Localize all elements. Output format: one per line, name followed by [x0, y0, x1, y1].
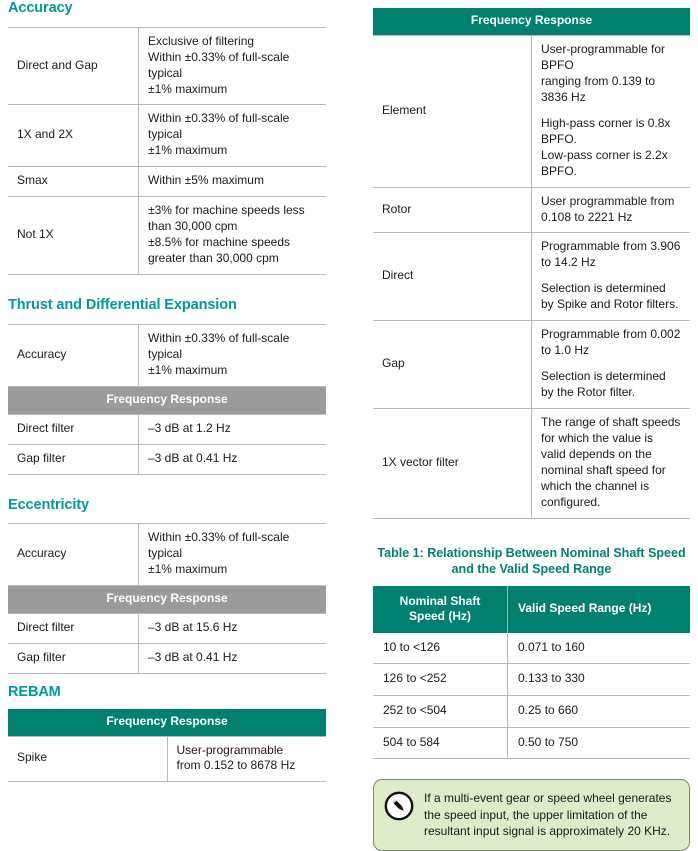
- row-value-paragraph: Selection is determined by the Rotor filter.: [541, 369, 666, 400]
- row-key: Direct filter: [8, 414, 139, 444]
- table-1-caption: Table 1: Relationship Between Nominal Shaft Speed and the Valid Speed Range: [377, 545, 686, 576]
- table-row: [8, 324, 326, 386]
- table-row: [373, 233, 690, 321]
- row-value-paragraph: Within ±5% maximum: [148, 173, 264, 188]
- table-row: [373, 35, 690, 187]
- column-header-valid-speed-range: Valid Speed Range (Hz): [508, 586, 691, 633]
- row-key: Accuracy: [8, 524, 139, 586]
- spacer: [373, 0, 690, 8]
- row-value: [532, 233, 691, 321]
- band-label: Frequency Response: [8, 709, 326, 736]
- cell-nominal-shaft-speed: 504 to 584: [373, 727, 508, 759]
- row-value: –3 dB at 15.6 Hz: [139, 613, 327, 643]
- spacer: [373, 519, 690, 545]
- row-key: Gap filter: [8, 444, 139, 474]
- eccentricity-table: [8, 523, 326, 674]
- table-row: [373, 696, 690, 728]
- spacer: [8, 275, 326, 297]
- row-value: [139, 167, 327, 197]
- row-value: [167, 736, 326, 782]
- pencil-note-icon: [384, 791, 414, 821]
- row-value: [139, 524, 327, 586]
- table-band-header: [8, 586, 326, 614]
- section-heading-rebam: REBAM: [8, 683, 61, 700]
- row-value-paragraph: ±3% for machine speeds less than 30,000 cpm ±8.5% for machine speeds greater than 30,000 cpm: [148, 203, 305, 266]
- left-column: [8, 0, 326, 782]
- table-row: [8, 444, 326, 474]
- row-key: 1X and 2X: [8, 105, 139, 167]
- right-column: [373, 0, 690, 851]
- table-row: [373, 664, 690, 696]
- row-value-paragraph: Programmable from 3.906 to 14.2 Hz: [541, 239, 681, 270]
- column-header-nominal-shaft-speed: Nominal Shaft Speed (Hz): [373, 586, 508, 633]
- table-band-header: [373, 8, 690, 35]
- section-heading-eccentricity: Eccentricity: [8, 496, 90, 513]
- row-key: Element: [373, 35, 532, 187]
- row-key: Gap filter: [8, 643, 139, 673]
- row-value-paragraph: Within ±0.33% of full-scale typical ±1% maximum: [148, 111, 290, 158]
- table-row: [8, 736, 326, 782]
- row-value: [139, 324, 327, 386]
- row-value: [532, 409, 691, 519]
- table-row: [8, 643, 326, 673]
- band-label: Frequency Response: [8, 586, 326, 614]
- table-row: [8, 414, 326, 444]
- table-1: [373, 586, 690, 759]
- table-header-row: [373, 586, 690, 633]
- row-value: –3 dB at 1.2 Hz: [139, 414, 327, 444]
- row-value: –3 dB at 0.41 Hz: [139, 444, 327, 474]
- band-label: Frequency Response: [8, 386, 326, 414]
- table-row: [373, 409, 690, 519]
- row-value-paragraph: Selection is determined by Spike and Rotor filters.: [541, 281, 679, 312]
- row-key: Smax: [8, 167, 139, 197]
- table-row: [373, 727, 690, 759]
- spacer: [8, 674, 326, 684]
- row-value-paragraph: Within ±0.33% of full-scale typical ±1% maximum: [148, 530, 290, 577]
- cell-valid-speed-range: 0.50 to 750: [508, 727, 691, 759]
- table-row: [373, 633, 690, 664]
- table-row: [8, 197, 326, 275]
- row-value-paragraph: Exclusive of filtering Within ±0.33% of full-scale typical ±1% maximum: [148, 33, 290, 96]
- row-key: 1X vector filter: [373, 409, 532, 519]
- rebam-table: [8, 709, 326, 783]
- band-label: Frequency Response: [373, 8, 690, 35]
- table-row: [8, 167, 326, 197]
- row-value-paragraph: Within ±0.33% of full-scale typical ±1% maximum: [148, 330, 290, 377]
- row-value: –3 dB at 0.41 Hz: [139, 643, 327, 673]
- note-callout: [373, 779, 690, 851]
- row-value: [139, 27, 327, 105]
- row-key: Gap: [373, 321, 532, 409]
- table-band-header: [8, 709, 326, 736]
- spacer: [8, 475, 326, 497]
- row-key: Accuracy: [8, 324, 139, 386]
- row-key: Direct: [373, 233, 532, 321]
- cell-nominal-shaft-speed: 126 to <252: [373, 664, 508, 696]
- frequency-response-table: [373, 8, 690, 519]
- table-row: [373, 321, 690, 409]
- row-value-paragraph: High-pass corner is 0.8x BPFO. Low-pass corner is 2.2x BPFO.: [541, 115, 671, 178]
- table-row: [8, 613, 326, 643]
- row-value: [532, 187, 691, 233]
- table-row: [373, 187, 690, 233]
- row-key: Not 1X: [8, 197, 139, 275]
- table-band-header: [8, 386, 326, 414]
- cell-valid-speed-range: 0.25 to 660: [508, 696, 691, 728]
- section-heading-accuracy: Accuracy: [8, 0, 73, 16]
- row-value-paragraph: User programmable from 0.108 to 2221 Hz: [541, 193, 675, 224]
- row-value-paragraph: User-programmable from 0.152 to 8678 Hz: [176, 742, 296, 773]
- row-value: [139, 105, 327, 167]
- row-value-paragraph: The range of shaft speeds for which the value is valid depends on the nominal shaft speed for which the channel is configured.: [541, 415, 681, 509]
- table-row: [8, 524, 326, 586]
- row-value-paragraph: User-programmable for BPFO ranging from 0.139 to 3836 Hz: [541, 41, 666, 104]
- row-value: [139, 197, 327, 275]
- row-key: Direct and Gap: [8, 27, 139, 105]
- cell-valid-speed-range: 0.133 to 330: [508, 664, 691, 696]
- row-key: Rotor: [373, 187, 532, 233]
- accuracy-table: [8, 27, 326, 275]
- section-heading-thrust: Thrust and Differential Expansion: [8, 297, 237, 314]
- cell-nominal-shaft-speed: 252 to <504: [373, 696, 508, 728]
- row-value: [532, 321, 691, 409]
- cell-nominal-shaft-speed: 10 to <126: [373, 633, 508, 664]
- note-text: If a multi-event gear or speed wheel generates the speed input, the upper limitation of the resultant input signal is approximately 20 KHz.: [424, 791, 672, 838]
- table-row: [8, 105, 326, 167]
- row-value: [532, 35, 691, 187]
- row-value-paragraph: Programmable from 0.002 to 1.0 Hz: [541, 327, 681, 358]
- row-key: Spike: [8, 736, 167, 782]
- cell-valid-speed-range: 0.071 to 160: [508, 633, 691, 664]
- thrust-table: [8, 324, 326, 475]
- table-row: [8, 27, 326, 105]
- row-key: Direct filter: [8, 613, 139, 643]
